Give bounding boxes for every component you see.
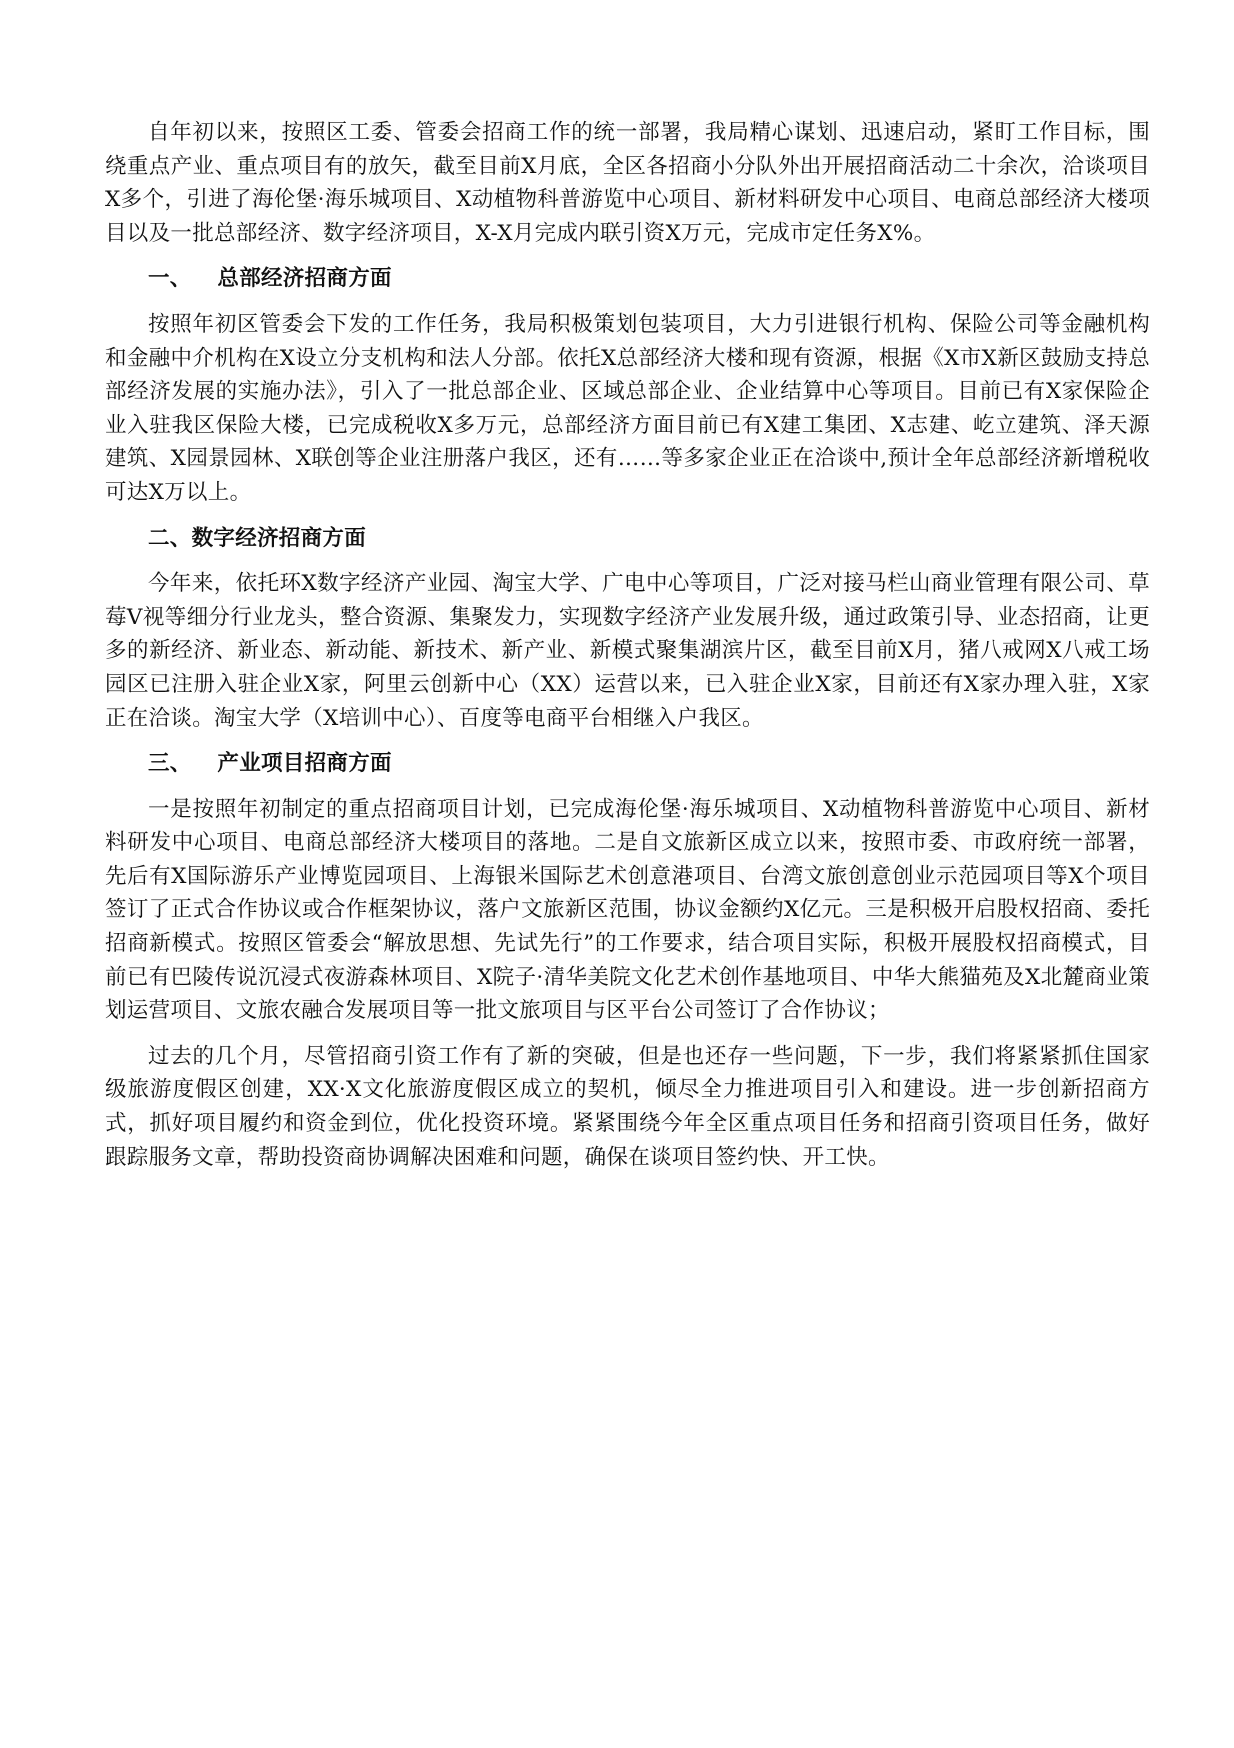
closing-paragraph: 过去的几个月，尽管招商引资工作有了新的突破，但是也还存一些问题，下一步，我们将紧紧抓住国家级旅游度假区创建，XX·X文化旅游度假区成立的契机，倾尽全力推进项目引入和建设。进一步创新招商方式，抓好项目履约和资金到位，优化投资环境。紧紧围绕今年全区重点项目任务和招商引资项目任务，做好跟踪服务文章，帮助投资商协调解决困难和问题，确保在谈项目签约快、开工快。 bbox=[105, 1043, 1150, 1170]
section-title: 产业项目招商方面 bbox=[217, 751, 392, 777]
section-title: 数字经济招商方面 bbox=[191, 525, 367, 551]
section-1-paragraph: 按照年初区管委会下发的工作任务，我局积极策划包装项目，大力引进银行机构、保险公司等金融机构和金融中介机构在X设立分支机构和法人分部。依托X总部经济大楼和现有资源，根据《X市X新区鼓励支持总部经济发展的实施办法》，引入了一批总部企业、区域总部企业、企业结算中心等项目。目前已有X家保险企业入驻我区保险大楼，已完成税收X多万元，总部经济方面目前已有X建工集团、X志建、屹立建筑、泽天源建筑、X园景园林、X联创等企业注册落户我区，还有……等多家企业正在洽谈中,预计全年总部经济新增税收可达X万以上。 bbox=[105, 311, 1150, 505]
section-number: 一、 bbox=[148, 266, 192, 292]
section-heading-2 bbox=[105, 522, 1150, 556]
document-body bbox=[105, 116, 1150, 1186]
section-title: 总部经济招商方面 bbox=[217, 266, 392, 292]
section-number: 三、 bbox=[148, 751, 192, 777]
section-number: 二、 bbox=[148, 525, 192, 551]
section-2-paragraph: 今年来，依托环X数字经济产业园、淘宝大学、广电中心等项目，广泛对接马栏山商业管理有限公司、草莓V视等细分行业龙头，整合资源、集聚发力，实现数字经济产业发展升级，通过政策引导、业态招商，让更多的新经济、新业态、新动能、新技术、新产业、新模式聚集湖滨片区，截至目前X月，猪八戒网X八戒工场园区已注册入驻企业X家，阿里云创新中心（XX）运营以来，已入驻企业X家，目前还有X家办理入驻，X家正在洽谈。淘宝大学（X培训中心）、百度等电商平台相继入户我区。 bbox=[105, 571, 1150, 731]
section-heading-3 bbox=[105, 747, 1150, 781]
section-heading-1 bbox=[105, 262, 1150, 296]
section-3-paragraph: 一是按照年初制定的重点招商项目计划，已完成海伦堡·海乐城项目、X动植物科普游览中心项目、新材料研发中心项目、电商总部经济大楼项目的落地。二是自文旅新区成立以来，按照市委、市政府统一部署，先后有X国际游乐产业博览园项目、上海银米国际艺术创意港项目、台湾文旅创意创业示范园项目等X个项目签订了正式合作协议或合作框架协议，落户文旅新区范围，协议金额约X亿元。三是积极开启股权招商、委托招商新模式。按照区管委会“解放思想、先试先行”的工作要求，结合项目实际，积极开展股权招商模式，目前已有巴陵传说沉浸式夜游森林项目、X院子·清华美院文化艺术创作基地项目、中华大熊猫苑及X北麓商业策划运营项目、文旅农融合发展项目等一批文旅项目与区平台公司签订了合作协议； bbox=[105, 796, 1150, 1024]
intro-paragraph: 自年初以来，按照区工委、管委会招商工作的统一部署，我局精心谋划、迅速启动，紧盯工作目标，围绕重点产业、重点项目有的放矢，截至目前X月底，全区各招商小分队外出开展招商活动二十余次，洽谈项目X多个，引进了海伦堡·海乐城项目、X动植物科普游览中心项目、新材料研发中心项目、电商总部经济大楼项目以及一批总部经济、数字经济项目，X-X月完成内联引资X万元，完成市定任务X%。 bbox=[105, 120, 1150, 246]
